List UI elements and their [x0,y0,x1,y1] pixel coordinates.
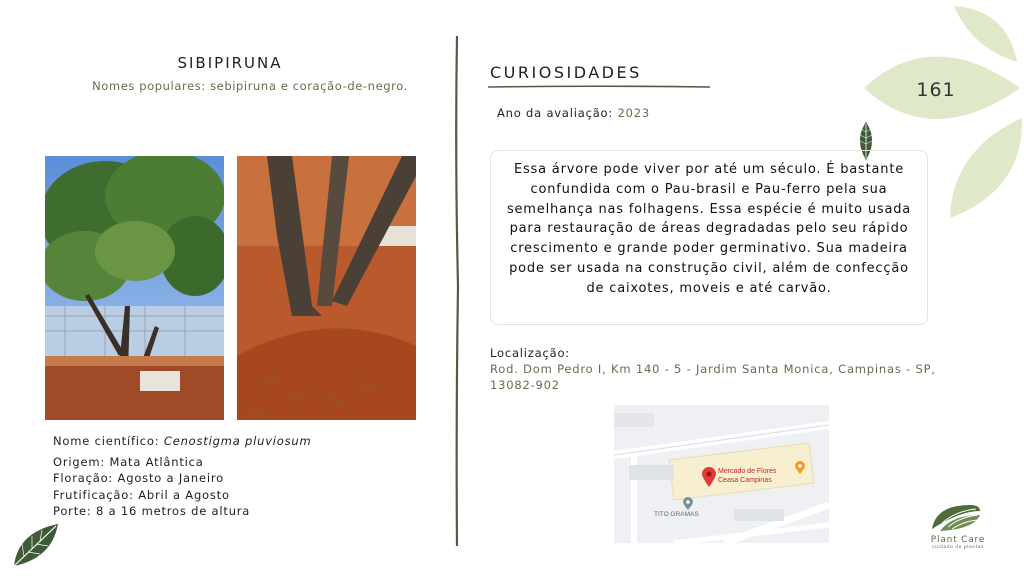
map-pin-icon[interactable] [702,467,716,487]
column-divider [452,36,462,546]
secondary-pin-icon [683,497,693,510]
title-underline [488,85,710,89]
leaf-decoration-icon [12,522,60,568]
tree-photo-trunk [237,156,416,420]
year-value: 2023 [617,106,650,120]
logo-name: Plant Care [930,535,986,545]
food-pin-icon [795,461,805,474]
evaluation-year [497,106,650,120]
fruiting: Frutificação: Abril a Agosto [53,487,230,502]
flowering: Floração: Agosto a Janeiro [53,471,224,485]
popular-names: Nomes populares: sebipiruna e coração-de-negro. [92,79,408,93]
scientific-name-row [53,433,312,450]
location-map[interactable] [614,405,829,543]
logo-tagline: cuidado de plantas [932,545,984,550]
year-label: Ano da avaliação: [497,106,618,120]
curiosities-title: CURIOSIDADES [490,63,642,82]
origin: Origem: Mata Atlântica [53,454,204,469]
tree-photo-crown [45,156,224,420]
location-address: Rod. Dom Pedro I, Km 140 - 5 - Jardim Santa Monica, Campinas - SP, 13082-902 [490,362,936,392]
map-secondary-label: TITO GRAMAS [654,511,699,518]
species-details [53,433,312,520]
map-place-label: Mercado de Flores Ceasa Campinas [718,468,777,484]
leaves-decoration-icon [862,0,1024,225]
scientific-name-label: Nome científico: [53,434,164,448]
location-label: Localização: [490,346,570,360]
tree-size: Porte: 8 a 16 metros de altura [53,504,251,518]
scientific-name: Cenostigma pluviosum [163,434,312,448]
page-number: 161 [916,79,956,101]
curiosity-text-box: Essa árvore pode viver por até um século. É bastante confundida com o Pau-brasil e Pau-ferro pela sua semelhança nas folhagens. Essa espécie é muito usada para restauração de áreas degradadas pelo seu rápido crescimento e grande poder germinativo. Sua madeira pode ser usada na construção civil, além de confecção de caixotes, moveis e até carvão. [490,150,928,325]
plant-care-logo-icon [930,503,982,533]
tree-title: SIBIPIRUNA [177,54,283,72]
